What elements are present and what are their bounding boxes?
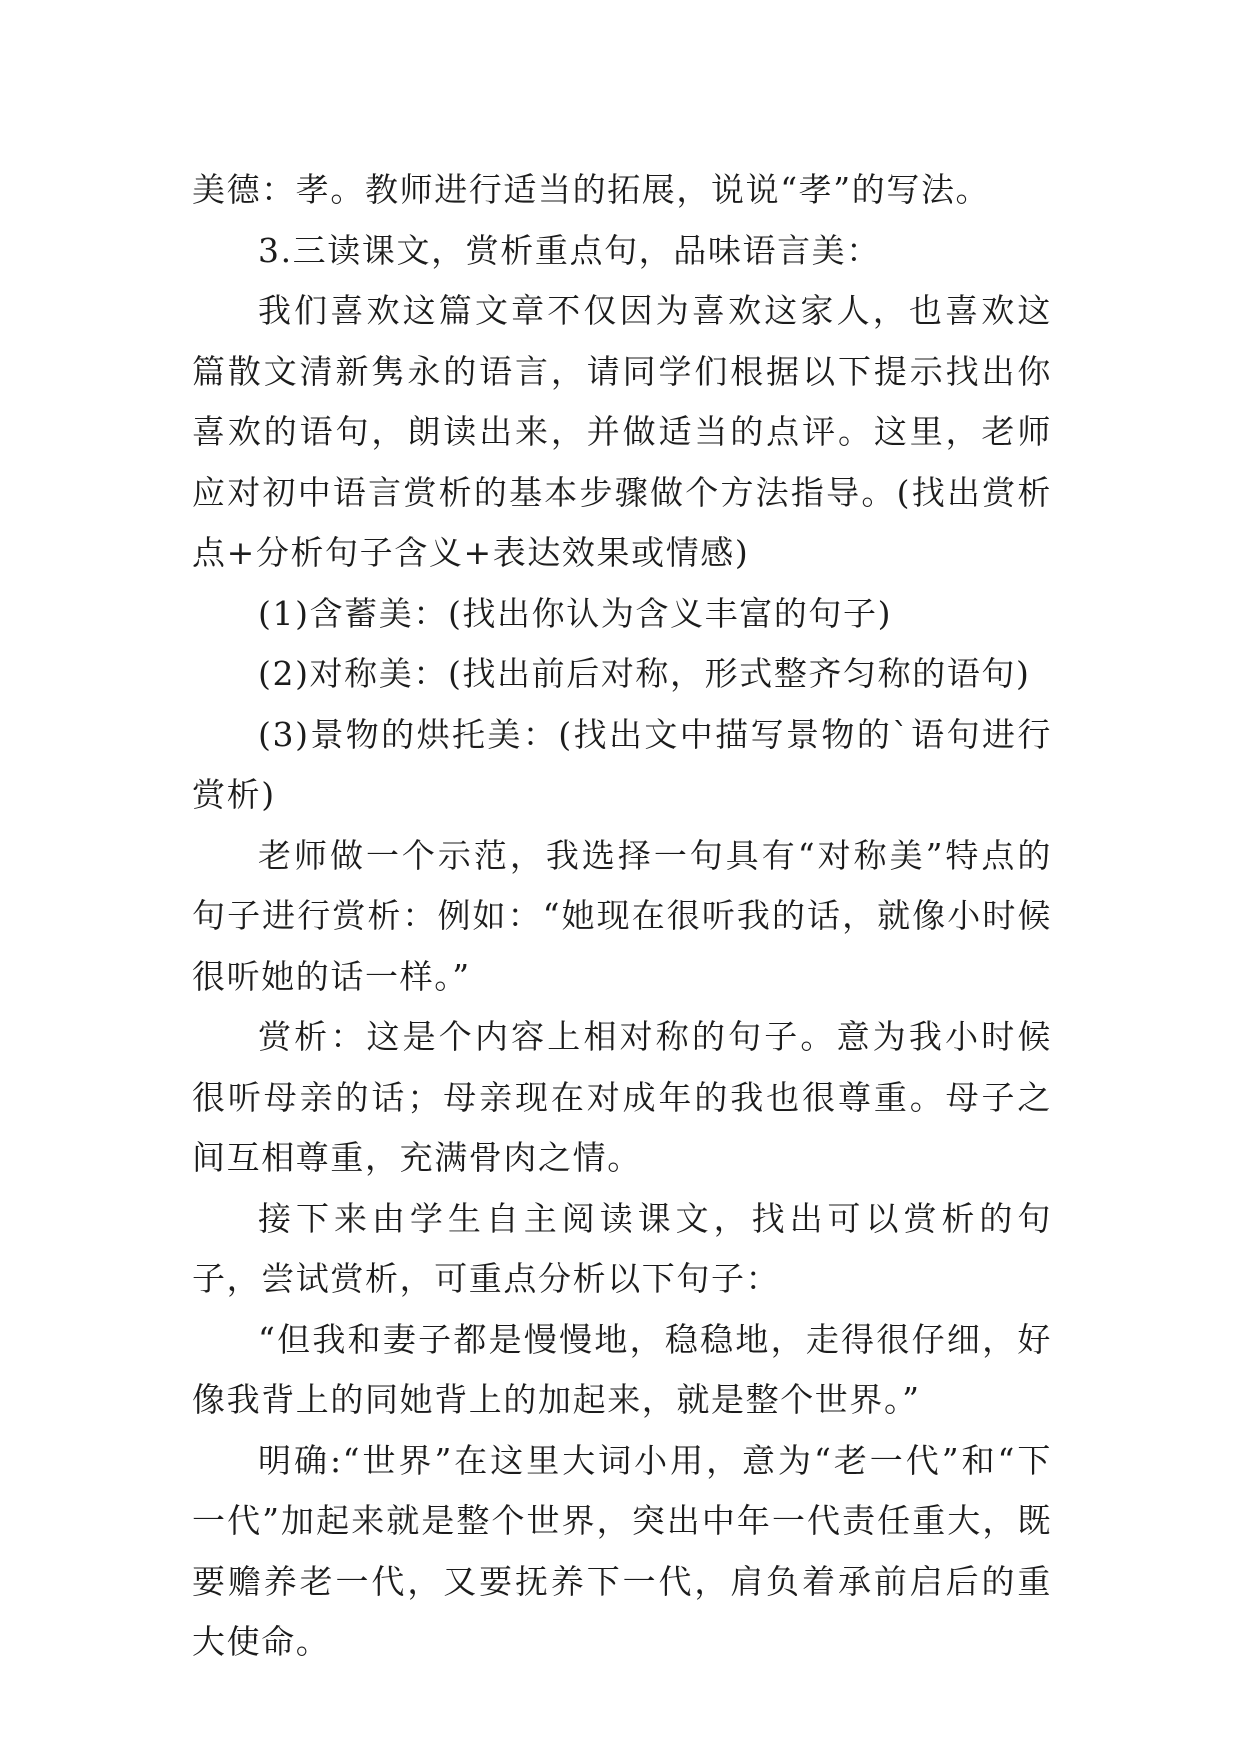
paragraph-analysis: 赏析：这是个内容上相对称的句子。意为我小时候很听母亲的话；母亲现在对成年的我也很尊重。母子之间互相尊重，充满骨肉之情。 bbox=[192, 1017, 1052, 1177]
paragraph-teacher-demo: 老师做一个示范，我选择一句具有“对称美”特点的句子进行赏析：例如：“她现在很听我的话，就像小时候很听她的话一样。” bbox=[192, 835, 1052, 996]
section-heading-third-reading: 3.三读课文，赏析重点句，品味语言美： bbox=[258, 230, 881, 270]
paragraph-language-appreciation: 我们喜欢这篇文章不仅因为喜欢这家人，也喜欢这篇散文清新隽永的语言，请同学们根据以下提示找出你喜欢的语句，朗读出来，并做适当的点评。这里，老师应对初中语言赏析的基本步骤做个方法指导。(找出赏析点+分析句子含义+表达效果或情感) bbox=[192, 291, 1052, 572]
list-item-implicit-beauty: (1)含蓄美：(找出你认为含义丰富的句子) bbox=[258, 593, 893, 633]
paragraph-quoted-sentence: “但我和妻子都是慢慢地，稳稳地，走得很仔细，好像我背上的同她背上的加起来，就是整个世界。” bbox=[192, 1319, 1052, 1419]
paragraph-student-task: 接下来由学生自主阅读课文，找出可以赏析的句子，尝试赏析，可重点分析以下句子： bbox=[192, 1198, 1052, 1298]
list-item-symmetry-beauty: (2)对称美：(找出前后对称，形式整齐匀称的语句) bbox=[258, 654, 1031, 693]
paragraph-clarification: 明确:“世界”在这里大词小用，意为“老一代”和“下一代”加起来就是整个世界，突出中年一代责任重大，既要赡养老一代，又要抚养下一代，肩负着承前启后的重大使命。 bbox=[192, 1440, 1052, 1661]
paragraph-continuation: 美德：孝。教师进行适当的拓展，说说“孝”的写法。 bbox=[192, 170, 991, 209]
list-item-scenery-beauty: (3)景物的烘托美：(找出文中描写景物的`语句进行赏析) bbox=[192, 714, 1052, 814]
document-body bbox=[192, 160, 1052, 1673]
